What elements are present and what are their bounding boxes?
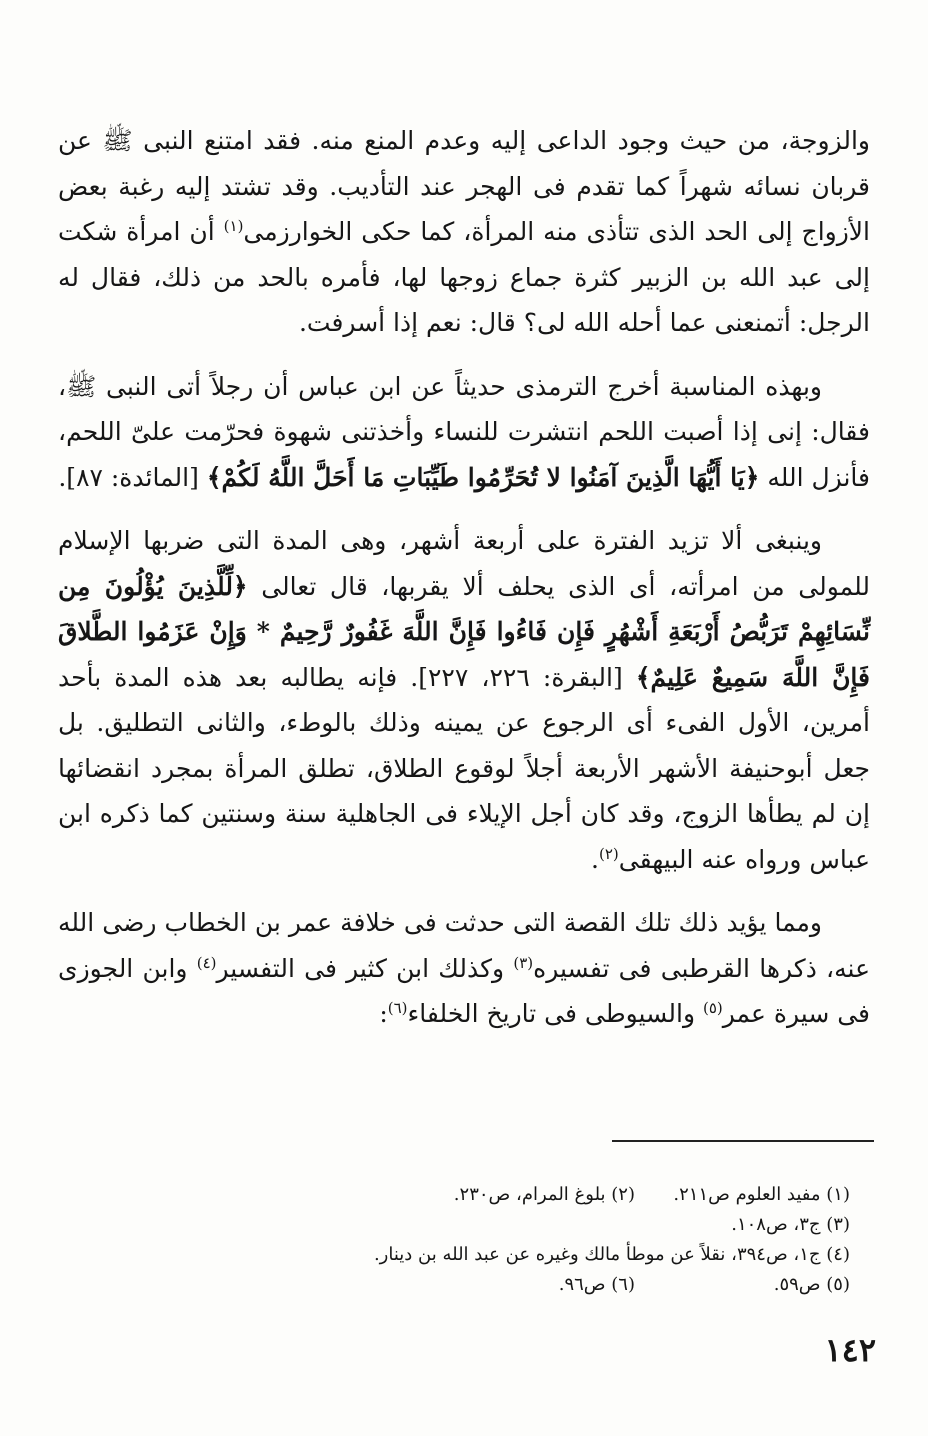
paragraph-1-text-cont: أن امرأة شكت إلى عبد الله بن الزبير كثرة جماع زوجها لها، فأمره بالحد من ذلك، فقال له الرجل: أتمنعنى عما أحله الله لى؟ قال: نعم إذا أسرفت.: [58, 217, 870, 337]
footnote-5: (٥) ص٥٩.: [773, 1274, 850, 1295]
footnotes: [150, 1180, 850, 1300]
footnote-row: [150, 1180, 850, 1210]
footnote-marker-5: (٥): [702, 999, 723, 1017]
verse-reference-baqarah: [البقرة: ٢٢٦، ٢٢٧].: [410, 662, 636, 692]
footnote-marker-3: (٣): [513, 953, 534, 972]
footnote-row: [150, 1240, 850, 1270]
paragraph-3-text: وينبغى ألا تزيد الفترة على أربعة أشهر، وهى المدة التى ضربها الإسلام للمولى من امرأته، أى الذى يحلف ألا يقربها، قال تعالى: [58, 526, 870, 601]
paragraph-1-text: والزوجة، من حيث وجود الداعى إليه وعدم المنع منه. فقد امتنع النبى ﷺ عن قربان نسائه شهراً كما تقدم فى الهجر عند التأديب. وقد تشتد إليه رغبة بعض الأزواج إلى الحد الذى تتأذى منه المرأة، كما حكى الخوارزمى: [58, 126, 870, 246]
paragraph-4: [58, 900, 870, 1037]
footnote-marker-2: (٢): [598, 844, 619, 863]
paragraph-4-text: ومما يؤيد ذلك تلك القصة التى حدثت فى خلافة عمر بن الخطاب رضى الله عنه، ذكرها القرطبى فى تفسيره: [58, 908, 870, 983]
paragraph-2-text: وبهذه المناسبة أخرج الترمذى حديثاً عن ابن عباس أن رجلاً أتى النبى ﷺ، فقال: إنى إذا أصبت اللحم انتشرت للنساء وأخذتنى شهوة فحرّمت علىّ اللحم، فأنزل الله: [58, 371, 870, 492]
paragraph-4-text-c: وابن الجوزى فى سيرة عمر: [58, 953, 870, 1028]
paragraph-3: [58, 518, 870, 882]
footnote-row: [150, 1210, 850, 1240]
footnote-marker-6: (٦): [387, 999, 408, 1017]
paragraph-4-text-b: وكذلك ابن كثير فى التفسير: [216, 953, 514, 983]
paragraph-4-text-e: :: [379, 999, 388, 1028]
quran-verse-maidah: ﴿يَا أَيُّهَا الَّذِينَ آمَنُوا لا تُحَرِّمُوا طَيِّبَاتِ مَا أَحَلَّ اللَّهُ لَكُمْ﴾: [206, 462, 760, 492]
footnote-2: (٢) بلوغ المرام، ص٢٣٠.: [453, 1184, 635, 1205]
paragraph-1: [58, 118, 870, 346]
paragraph-3-text-end: .: [591, 844, 599, 874]
paragraph-3-text-cont: فإنه يطالبه بعد هذه المدة بأحد أمرين، الأول الفىء أى الرجوع عن يمينه وذلك بالوطء، والثانى التطليق. بل جعل أبوحنيفة الأشهر الأربعة أجلاً لوقوع الطلاق، تطلق المرأة بمجرد انقضائها إن لم يطأها الزوج، وقد كان أجل الإيلاء فى الجاهلية سنة وسنتين كما ذكره ابن عباس ورواه عنه البيهقى: [58, 662, 870, 874]
main-text: [58, 118, 870, 1037]
footnote-marker-1: (١): [223, 217, 244, 235]
verse-reference-maidah: [المائدة: ٨٧].: [58, 462, 207, 492]
paragraph-4-text-d: والسيوطى فى تاريخ الخلفاء: [407, 999, 703, 1028]
footnote-marker-4: (٤): [196, 953, 217, 972]
footnote-3: (٣) ج٣، ص١٠٨.: [731, 1214, 850, 1235]
footnote-4: (٤) ج١، ص٣٩٤، نقلاً عن موطأ مالك وغيره عن عبد الله بن دينار.: [373, 1244, 850, 1265]
footnote-separator: [612, 1140, 874, 1142]
footnote-row: [150, 1270, 850, 1300]
paragraph-2: [58, 364, 870, 501]
footnote-6: (٦) ص٩٦.: [558, 1274, 635, 1295]
footnote-1: (١) مفيد العلوم ص٢١١.: [673, 1184, 850, 1205]
page-number: ١٤٢: [824, 1331, 876, 1369]
quran-verse-baqarah: ﴿لِّلَّذِينَ يُؤْلُونَ مِن نِّسَائِهِمْ تَرَبُّصُ أَرْبَعَةِ أَشْهُرٍ فَإِن فَاءُوا فَإِنَّ اللَّهَ غَفُورٌ رَّحِيمٌ * وَإِنْ عَزَمُوا الطَّلاقَ فَإِنَّ اللَّهَ سَمِيعٌ عَلِيمٌ﴾: [58, 571, 870, 692]
